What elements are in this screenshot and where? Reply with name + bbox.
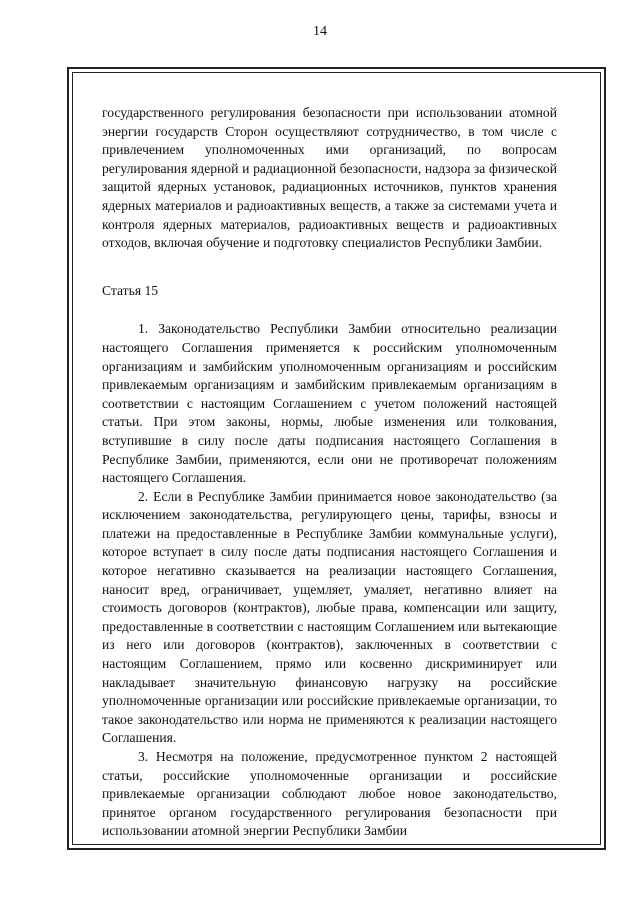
- article-heading: Статья 15: [102, 282, 159, 298]
- paragraph-2: 2. Если в Республике Замбии принимается новое законодательство (за исключением законодательства, регулирующего цены, тарифы, взносы и платежи на предоставленные в Республике Замбии коммунальные услуги), которое вступает в силу после даты подписания настоящего Соглашения и которое негативно сказывается на реализации настоящего Соглашения, наносит вред, ограничивает, ущемляет, умаляет, негативно влияет на стоимость договоров (контрактов), любые права, компенсации или защиту, предоставленные в соответствии с настоящим Соглашением или вытекающие из него или договоров (контрактов), заключенных в соответствии с настоящим Соглашением, прямо или косвенно дискриминирует или накладывает значительную финансовую нагрузку на российские уполномоченные организации или российские привлекаемые организации, то такое законодательство или норма не применяются к реализации настоящего Соглашения.: [102, 488, 557, 746]
- paragraph-1: 1. Законодательство Республики Замбии относительно реализации настоящего Соглашения применяется к российским уполномоченным организациям и замбийским уполномоченным организациям и российским привлекаемым организациям и замбийским привлекаемым организациям в соответствии с настоящим Соглашением с учетом положений настоящей статьи. При этом законы, нормы, любые изменения или толкования, вступившие в силу после даты подписания настоящего Соглашения в Республике Замбии, применяются, если они не противоречат положениям настоящего Соглашения.: [102, 321, 557, 486]
- spacer: [102, 253, 557, 282]
- paragraph-3: 3. Несмотря на положение, предусмотренное пунктом 2 настоящей статьи, российские уполномоченные организации и российские привлекаемые организации соблюдают любое новое законодательство, принятое органом государственного регулирования безопасности при использовании атомной энергии Республики Замбии: [102, 749, 557, 839]
- page-number: 14: [313, 24, 327, 39]
- spacer: [102, 300, 557, 320]
- intro-paragraph: государственного регулирования безопасности при использовании атомной энергии государств Сторон осуществляют сотрудничество, в том числе с привлечением уполномоченных ими организаций, по вопросам регулирования ядерной и радиационной безопасности, надзора за физической защитой ядерных установок, радиационных источников, пунктов хранения ядерных материалов и радиоактивных веществ, а также за системами учета и контроля ядерных материалов, радиоактивных веществ и радиоактивных отходов, включая обучение и подготовку специалистов Республики Замбии.: [102, 105, 557, 251]
- document-body: [102, 104, 557, 841]
